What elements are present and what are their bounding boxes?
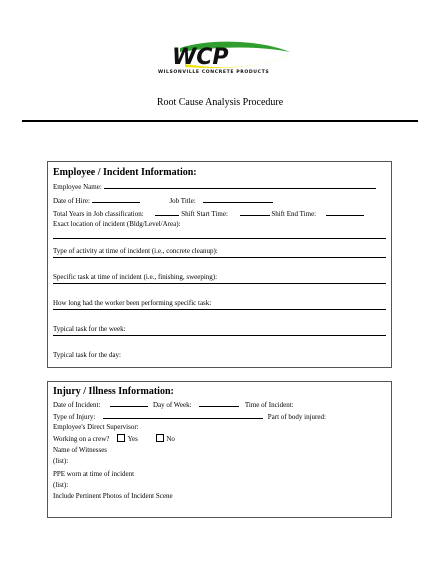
no-label: No (166, 435, 175, 443)
job-title-field[interactable] (203, 195, 273, 203)
injury-body-row (53, 411, 386, 422)
crew-row (53, 434, 386, 444)
job-title-label: Job Title: (169, 197, 196, 205)
shift-end-field[interactable] (326, 208, 364, 216)
type-of-injury-field[interactable] (103, 411, 263, 419)
type-activity-label: Type of activity at time of incident (i.e., concrete cleanup): (53, 247, 218, 255)
date-of-incident-field[interactable] (110, 399, 148, 407)
how-long-label: How long had the worker been performing specific task: (53, 299, 212, 307)
employee-name-field[interactable] (104, 181, 376, 189)
supervisor-label: Employee's Direct Supervisor: (53, 423, 139, 431)
date-of-hire-field[interactable] (92, 195, 140, 203)
ppe-label: PPE worn at time of incident (53, 470, 135, 478)
type-of-injury-label: Type of Injury: (53, 413, 96, 421)
hire-title-row (53, 195, 386, 206)
exact-location-field[interactable] (53, 238, 386, 239)
working-crew-label: Working on a crew? (53, 435, 110, 443)
shift-start-field[interactable] (240, 208, 270, 216)
total-years-label: Total Years in Job classification: (53, 210, 144, 218)
typical-week-field[interactable] (53, 335, 386, 336)
part-of-body-label: Part of body injured: (267, 413, 326, 421)
injury-illness-section (47, 381, 392, 518)
date-of-hire-label: Date of Hire: (53, 197, 90, 205)
logo-company-name: WILSONVILLE CONCRETE PRODUCTS (158, 70, 270, 74)
photos-label: Include Pertinent Photos of Incident Scene (53, 492, 173, 500)
no-checkbox[interactable] (156, 434, 164, 442)
yes-label: Yes (127, 435, 138, 443)
specific-task-field[interactable] (53, 283, 386, 284)
day-of-week-field[interactable] (199, 399, 239, 407)
employee-name-row (53, 181, 386, 192)
page-title: Root Cause Analysis Procedure (156, 97, 284, 108)
witnesses-list-label: (list): (53, 457, 69, 465)
ppe-list-label: (list): (53, 481, 69, 489)
employee-name-label: Employee Name: (53, 183, 102, 191)
specific-task-label: Specific task at time of incident (i.e., finishing, sweeping): (53, 273, 218, 281)
date-of-incident-label: Date of Incident: (53, 401, 101, 409)
type-activity-field[interactable] (53, 257, 386, 258)
shift-end-label: Shift End Time: (271, 210, 317, 218)
employee-incident-section (47, 161, 392, 368)
typical-day-label: Typical task for the day: (53, 351, 121, 359)
section-heading: Employee / Incident Information: (53, 167, 197, 178)
years-shift-row (53, 208, 386, 219)
title-divider (22, 120, 418, 122)
how-long-field[interactable] (53, 309, 386, 310)
time-of-incident-label: Time of Incident: (244, 401, 294, 409)
witnesses-label: Name of Witnesses (53, 446, 108, 454)
exact-location-label: Exact location of incident (Bldg/Level/Area): (53, 220, 181, 228)
day-of-week-label: Day of Week: (152, 401, 192, 409)
typical-week-label: Typical task for the week: (53, 325, 126, 333)
shift-start-label: Shift Start Time: (181, 210, 228, 218)
total-years-field[interactable] (155, 208, 179, 216)
logo-mark: WCP (172, 45, 229, 70)
yes-checkbox[interactable] (117, 434, 125, 442)
company-logo (150, 40, 295, 74)
section-heading: Injury / Illness Information: (53, 386, 174, 397)
date-day-time-row (53, 399, 386, 410)
